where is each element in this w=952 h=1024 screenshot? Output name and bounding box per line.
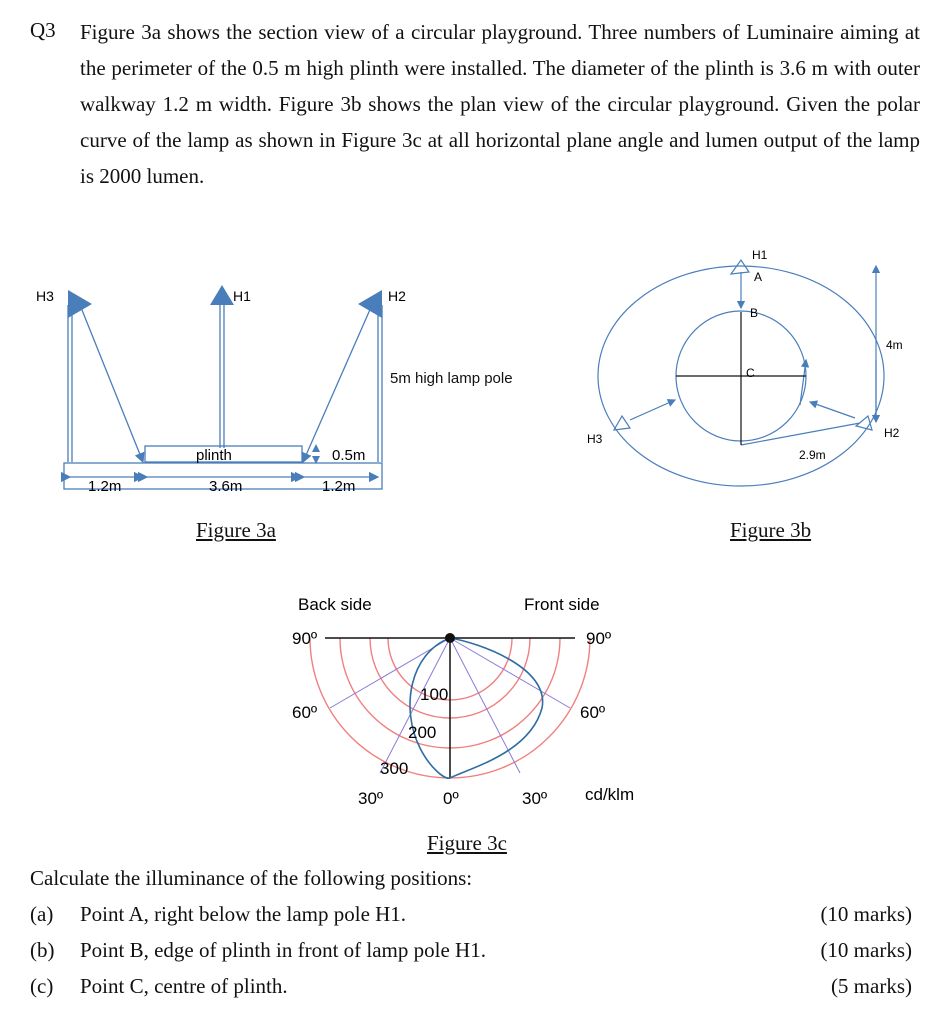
- label-plinth-width: 3.6m: [209, 478, 243, 495]
- calc-prompt: Calculate the illuminance of the following positions:: [30, 866, 473, 890]
- lamp-h2-icon: [358, 290, 382, 318]
- label-60-left: 60º: [292, 703, 318, 722]
- label-radius: 2.9m: [799, 448, 826, 462]
- figure-3b: [570, 240, 910, 520]
- lamp-h1-icon: [731, 260, 749, 274]
- label-90-left: 90º: [292, 629, 318, 648]
- label-r200: 200: [408, 723, 437, 742]
- figure-3a-caption: Figure 3a: [196, 518, 276, 542]
- figure-3c: [280, 588, 680, 823]
- label-90-right: 90º: [586, 629, 612, 648]
- part-b-label: (b): [30, 938, 55, 962]
- label-h1: H1: [752, 248, 768, 262]
- label-h3: H3: [36, 288, 54, 304]
- pole-note: 5m high lamp pole: [390, 370, 513, 387]
- label-walk-left: 1.2m: [88, 478, 122, 495]
- part-c-marks: (5 marks): [830, 974, 912, 998]
- label-back: Back side: [298, 595, 372, 614]
- label-h3: H3: [587, 432, 603, 446]
- part-b-text: Point B, edge of plinth in front of lamp pole H1.: [80, 938, 486, 962]
- figure-3c-caption: Figure 3c: [427, 831, 507, 855]
- ray-h3: [80, 305, 143, 462]
- label-r300: 300: [380, 759, 409, 778]
- ray-h2: [303, 305, 372, 462]
- question-paragraph: Figure 3a shows the section view of a circular playground. Three numbers of Luminaire aiming at the perimeter of the 0.5 m high plinth were installed. The diameter of the plinth is 3.6 m with outer walkway 1.2 m width. Figure 3b shows the plan view of the circular playground. Given the polar curve of the lamp as shown in Figure 3c at all horizontal plane angle and lumen output of the lamp is 2000 lumen.: [80, 20, 920, 188]
- lamp-h3-icon: [614, 416, 630, 430]
- part-b-marks: (10 marks): [820, 938, 912, 962]
- part-c-label: (c): [30, 974, 54, 998]
- part-a-marks: (10 marks): [820, 902, 912, 926]
- label-b: B: [750, 306, 759, 320]
- label-h1: H1: [233, 288, 251, 304]
- lamp-center-icon: [445, 633, 455, 643]
- label-walk-right: 1.2m: [322, 478, 356, 495]
- question-text: [80, 14, 920, 194]
- part-a-label: (a): [30, 902, 54, 926]
- label-60-right: 60º: [580, 703, 606, 722]
- label-h2: H2: [884, 426, 900, 440]
- label-a: A: [754, 270, 763, 284]
- label-pole-height: 4m: [886, 338, 903, 352]
- figure-3a: [0, 230, 406, 510]
- label-plinth: plinth: [196, 447, 232, 464]
- label-plinth-height: 0.5m: [332, 447, 366, 464]
- label-30-right: 30º: [522, 789, 548, 808]
- label-c: C: [746, 366, 755, 380]
- label-r100: 100: [420, 685, 449, 704]
- label-h2: H2: [388, 288, 406, 304]
- label-30-left: 30º: [358, 789, 384, 808]
- question-label: Q3: [30, 18, 56, 42]
- lamp-h1-icon: [210, 285, 234, 305]
- part-c-text: Point C, centre of plinth.: [80, 974, 288, 998]
- figure-3b-caption: Figure 3b: [730, 518, 812, 542]
- part-a-text: Point A, right below the lamp pole H1.: [80, 902, 407, 926]
- label-0: 0º: [443, 789, 459, 808]
- lamp-h3-icon: [68, 290, 92, 318]
- label-unit: cd/klm: [585, 785, 635, 804]
- label-front: Front side: [524, 595, 600, 614]
